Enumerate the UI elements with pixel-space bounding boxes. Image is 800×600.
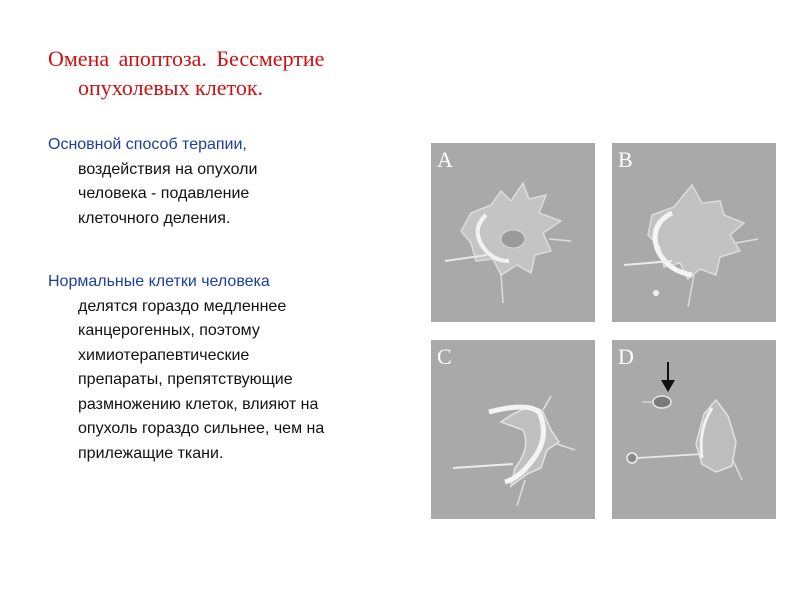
paragraph-line: химиотерапевтические — [78, 346, 250, 364]
title-line-2: опухолевых клеток. — [78, 75, 264, 100]
cell-image-b — [612, 143, 776, 322]
cell-image-c — [431, 340, 595, 519]
title-line-1: Омена апоптоза. Бессмертие — [48, 46, 325, 71]
panel-label-a: A — [437, 147, 453, 172]
micrograph-panel-b — [612, 143, 776, 322]
paragraph-normal-cells — [48, 270, 408, 466]
paragraph-line: клеточного деления. — [78, 209, 231, 227]
paragraph-therapy — [48, 133, 408, 231]
paragraph-line: воздействия на опухоли — [78, 160, 258, 178]
cell-image-d — [612, 340, 776, 519]
paragraph-line: канцерогенных, поэтому — [78, 322, 260, 339]
paragraph-line: Основной способ терапии, — [48, 136, 247, 153]
panel-label-b: B — [618, 147, 633, 172]
paragraph-line: делятся гораздо медленнее — [78, 297, 287, 315]
micrograph-panel-a — [431, 143, 595, 322]
panel-label-c: C — [437, 344, 452, 369]
paragraph-line: опухоль гораздо сильнее, чем на — [78, 420, 325, 437]
micrograph-panel-c — [431, 340, 595, 519]
paragraph-line: Нормальные клетки человека — [48, 273, 270, 290]
arrow-down-icon — [661, 380, 675, 392]
slide-title — [48, 44, 428, 102]
paragraph-line: человека - подавление — [78, 185, 250, 202]
cell-image-a — [431, 143, 595, 322]
paragraph-line: прилежащие ткани. — [78, 444, 224, 462]
paragraph-line: размножению клеток, влияют на — [78, 395, 319, 413]
panel-label-d: D — [618, 344, 634, 369]
paragraph-line: препараты, препятствующие — [78, 371, 293, 388]
micrograph-panel-d — [612, 340, 776, 519]
